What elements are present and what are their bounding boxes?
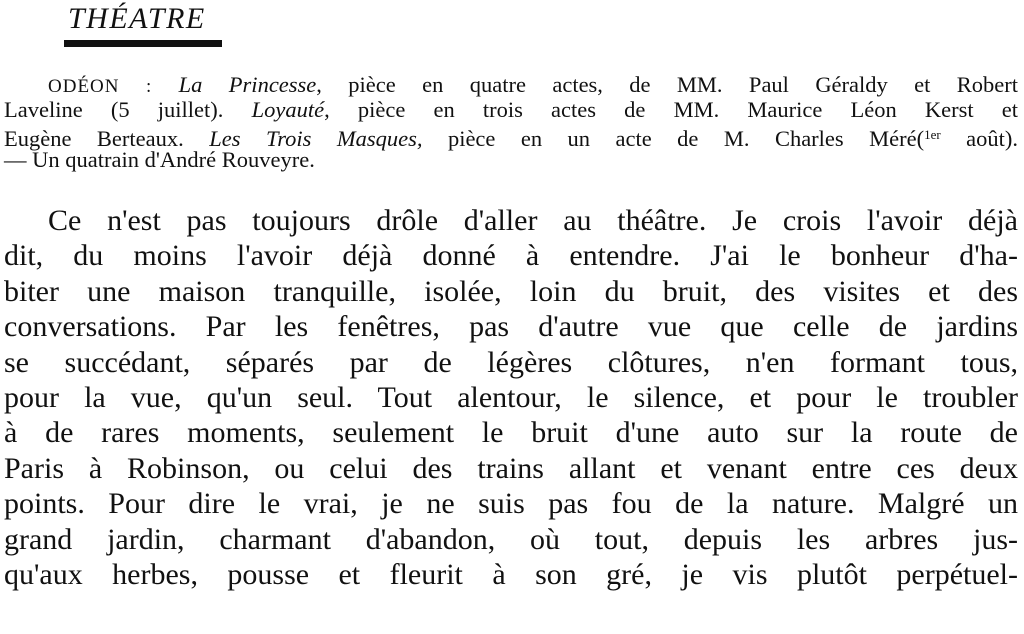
body-line: dit, du moins l'avoir déjà donné à entendre. J'ai le bonheur d'ha- [4,239,1018,273]
summary-line-4: — Un quatrain d'André Rouveyre. [4,147,315,172]
body-line: points. Pour dire le vrai, je ne suis pas fou de la nature. Malgré un [4,487,1018,521]
play-title-2: Loyauté [251,97,325,122]
summary-line-2-rest: , pièce en trois actes de MM. Maurice Léon Kerst et [324,97,1019,122]
body-line: qu'aux herbes, pousse et fleurit à son gré, je vis plutôt perpétuel- [4,557,1018,591]
body-line: Paris à Robinson, ou celui des trains allant et venant entre ces deux [4,451,1018,485]
summary-line-3 [4,122,1019,151]
theatre-name: ODÉON : [48,76,153,97]
play-title-1: La Princesse [178,72,317,97]
body-line: à de rares moments, seulement le bruit d'une auto sur la route de [4,416,1018,450]
summary-line-3-rest: pièce en un acte de M. Charles Méré( [447,126,925,151]
date-superscript: 1er [924,127,941,142]
summary-line-3-end: août). [940,126,1019,151]
body-line: biter une maison tranquille, isolée, loin du bruit, des visites et des [4,274,1018,308]
play-title-3: Les Trois Masques, [209,126,423,151]
title-underline-rule [64,40,222,47]
summary-line-2 [4,97,1018,122]
summary-line-1-rest: , pièce en quatre actes, de MM. Paul Géraldy et Robert [316,72,1019,97]
body-line: conversations. Par les fenêtres, pas d'autre vue que celle de jardins [4,310,1018,344]
summary-line-1 [4,72,1018,97]
summary-line-3-start: Eugène Berteaux. [4,126,184,151]
body-line: grand jardin, charmant d'abandon, où tout, depuis les arbres jus- [4,522,1018,556]
summary-line-2-start: Laveline (5 juillet). [4,97,224,122]
section-title: THÉATRE [68,2,206,35]
body-line: pour la vue, qu'un seul. Tout alentour, le silence, et pour le troubler [4,380,1018,414]
body-line: Ce n'est pas toujours drôle d'aller au théâtre. Je crois l'avoir déjà [48,204,1018,237]
article-body [4,203,1018,592]
performance-summary [4,72,1018,172]
body-line: se succédant, séparés par de légères clôtures, n'en formant tous, [4,345,1018,379]
